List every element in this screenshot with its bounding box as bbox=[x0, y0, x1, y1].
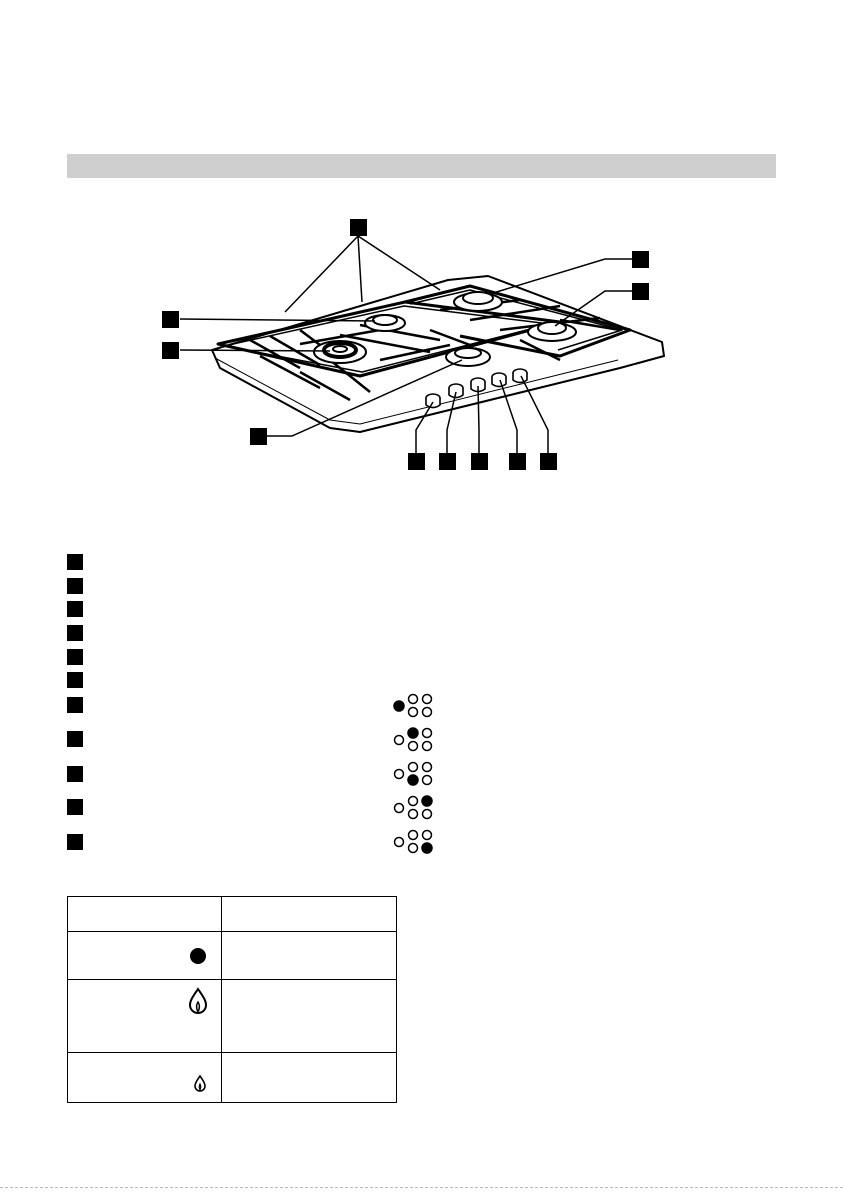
legend-marker-2 bbox=[67, 578, 83, 594]
control-knob-1 bbox=[426, 394, 440, 408]
callout-3 bbox=[632, 283, 649, 300]
legend-marker-5 bbox=[67, 649, 83, 665]
control-knob-5 bbox=[513, 369, 527, 383]
knob-indicator-icon-2 bbox=[392, 727, 436, 753]
legend-marker-8 bbox=[67, 731, 83, 747]
gas-hob-illustration bbox=[0, 0, 843, 480]
table-cell bbox=[222, 932, 397, 980]
small-flame-icon bbox=[193, 1075, 207, 1093]
control-knob-4 bbox=[492, 373, 506, 387]
legend-marker-11 bbox=[67, 834, 83, 850]
legend-marker-1 bbox=[67, 554, 83, 570]
control-knob-2 bbox=[449, 384, 463, 398]
callout-8 bbox=[439, 453, 456, 470]
knob-indicator-icon-1 bbox=[392, 693, 436, 719]
callout-7 bbox=[408, 453, 425, 470]
table-row bbox=[68, 1053, 397, 1103]
table-header-cell bbox=[222, 897, 397, 932]
callout-9 bbox=[471, 453, 488, 470]
table-header-cell bbox=[68, 897, 222, 932]
settings-table bbox=[67, 896, 397, 1103]
legend-marker-3 bbox=[67, 601, 83, 617]
callout-6 bbox=[250, 428, 267, 445]
callout-4 bbox=[162, 311, 179, 328]
legend-marker-4 bbox=[67, 625, 83, 641]
off-dot-icon bbox=[188, 946, 208, 966]
knob-indicator-icon-3 bbox=[392, 761, 436, 787]
legend-marker-7 bbox=[67, 697, 83, 713]
table-cell bbox=[222, 980, 397, 1053]
knob-indicator-icon-5 bbox=[392, 829, 436, 855]
callout-5 bbox=[162, 342, 179, 359]
table-header-row bbox=[68, 897, 397, 932]
table-row bbox=[68, 932, 397, 980]
table-row bbox=[68, 980, 397, 1053]
table-cell bbox=[222, 1053, 397, 1103]
callout-10 bbox=[509, 453, 526, 470]
callout-11 bbox=[540, 453, 557, 470]
legend-marker-10 bbox=[67, 799, 83, 815]
legend-marker-9 bbox=[67, 766, 83, 782]
callout-2 bbox=[632, 251, 649, 268]
callout-1 bbox=[350, 219, 367, 236]
knob-indicator-icon-4 bbox=[392, 795, 436, 821]
large-flame-icon bbox=[188, 987, 208, 1015]
legend-marker-6 bbox=[67, 672, 83, 688]
page-bottom-rule bbox=[0, 1187, 843, 1188]
